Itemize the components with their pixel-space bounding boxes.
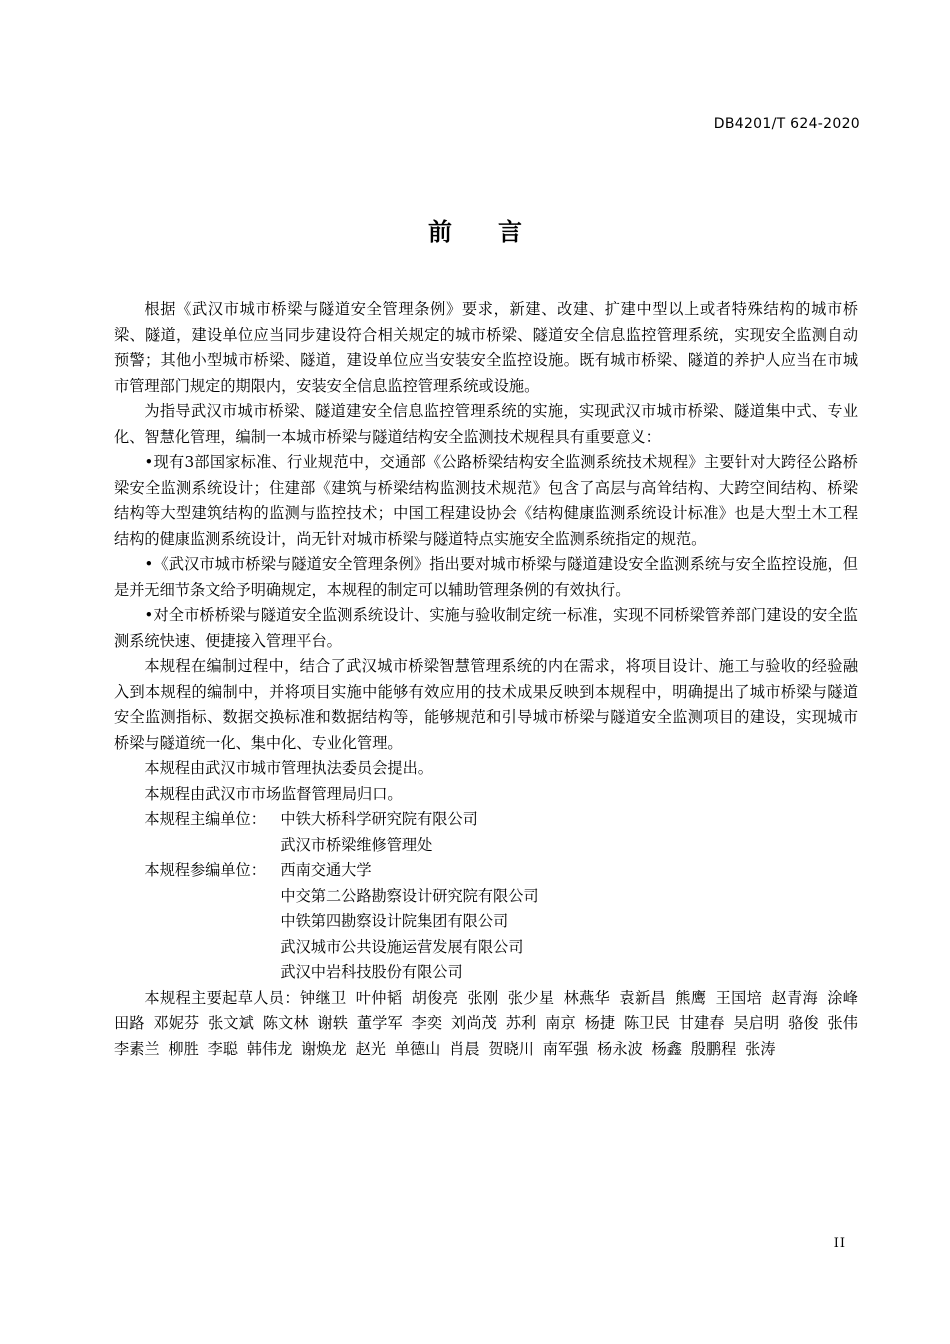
participating-units-label: 本规程参编单位： xyxy=(144,861,266,879)
standard-code: DB4201/T 624-2020 xyxy=(713,116,860,132)
unit-item: 西南交通大学 xyxy=(280,861,372,879)
chief-units-label: 本规程主编单位： xyxy=(144,810,266,828)
unit-item: 中铁第四勘察设计院集团有限公司 xyxy=(280,912,509,930)
participating-units-list xyxy=(280,858,538,986)
paragraph: 本规程由武汉市城市管理执法委员会提出。 xyxy=(144,759,433,777)
paragraph: 为指导武汉市城市桥梁、隧道建安全信息监控管理系统的实施，实现武汉市城市桥梁、隧道集中式、专业化、智慧化管理，编制一本城市桥梁与隧道结构安全监测技术规程具有重要意义： xyxy=(114,402,858,446)
participating-units xyxy=(114,858,858,986)
paragraph: •《武汉市城市桥梁与隧道安全管理条例》指出要对城市桥梁与隧道建设安全监测系统与安全监控设施，但是并无细节条文给予明确规定，本规程的制定可以辅助管理条例的有效执行。 xyxy=(114,555,858,599)
paragraph: •对全市桥桥梁与隧道安全监测系统设计、实施与验收制定统一标准，实现不同桥梁管养部门建设的安全监测系统快速、便捷接入管理平台。 xyxy=(114,606,858,650)
paragraph: 根据《武汉市城市桥梁与隧道安全管理条例》要求，新建、改建、扩建中型以上或者特殊结构的城市桥梁、隧道，建设单位应当同步建设符合相关规定的城市桥梁、隧道安全信息监控管理系统，实现安全监测自动预警；其他小型城市桥梁、隧道，建设单位应当安装安全监控设施。既有城市桥梁、隧道的养护人应当在市城市管理部门规定的期限内，安装安全信息监控管理系统或设施。 xyxy=(114,300,858,395)
unit-item: 武汉城市公共设施运营发展有限公司 xyxy=(280,937,524,956)
page-title: 前言 xyxy=(428,218,568,246)
unit-item: 武汉中岩科技股份有限公司 xyxy=(280,963,463,981)
unit-item: 中铁大桥科学研究院有限公司 xyxy=(280,810,478,828)
paragraph: •现有3部国家标准、行业规范中，交通部《公路桥梁结构安全监测系统技术规程》主要针对大跨径公路桥梁安全监测系统设计；住建部《建筑与桥梁结构监测技术规范》包含了高层与高耸结构、大跨空间结构、桥梁结构等大型建筑结构的监测与监控技术；中国工程建设协会《结构健康监测系统设计标准》也是大型土木工程结构的健康监测系统设计，尚无针对城市桥梁与隧道特点实施安全监测系统指定的规范。 xyxy=(114,453,858,548)
chief-units xyxy=(114,807,858,858)
paragraph: 本规程在编制过程中，结合了武汉城市桥梁智慧管理系统的内在需求，将项目设计、施工与验收的经验融入到本规程的编制中，并将项目实施中能够有效应用的技术成果反映到本规程中，明确提出了城市桥梁与隧道安全监测指标、数据交换标准和数据结构等，能够规范和引导城市桥梁与隧道安全监测项目的建设，实现城市桥梁与隧道统一化、集中化、专业化管理。 xyxy=(114,657,858,752)
drafters-list: 本规程主要起草人员：钟继卫 叶仲韬 胡俊亮 张刚 张少星 林燕华 袁新昌 熊鹰 王国培 赵青海 涂峰 田路 邓妮芬 张文斌 陈文林 谢轶 董学军 李奕 刘尚茂 苏利 南京 杨捷 陈卫民 甘建春 吴启明 骆俊 张伟 李素兰 柳胜 李聪 韩伟龙 谢焕龙 赵光 单德山 肖晨 贺晓川 南军强 杨永波 杨鑫 殷鹏程 张涛 xyxy=(114,988,858,1058)
unit-item: 中交第二公路勘察设计研究院有限公司 xyxy=(280,886,539,905)
document-body xyxy=(114,297,858,1062)
page-number: II xyxy=(833,1236,846,1251)
chief-units-list xyxy=(280,807,477,858)
paragraph: 本规程由武汉市市场监督管理局归口。 xyxy=(144,784,403,803)
unit-item: 武汉市桥梁维修管理处 xyxy=(280,835,433,854)
